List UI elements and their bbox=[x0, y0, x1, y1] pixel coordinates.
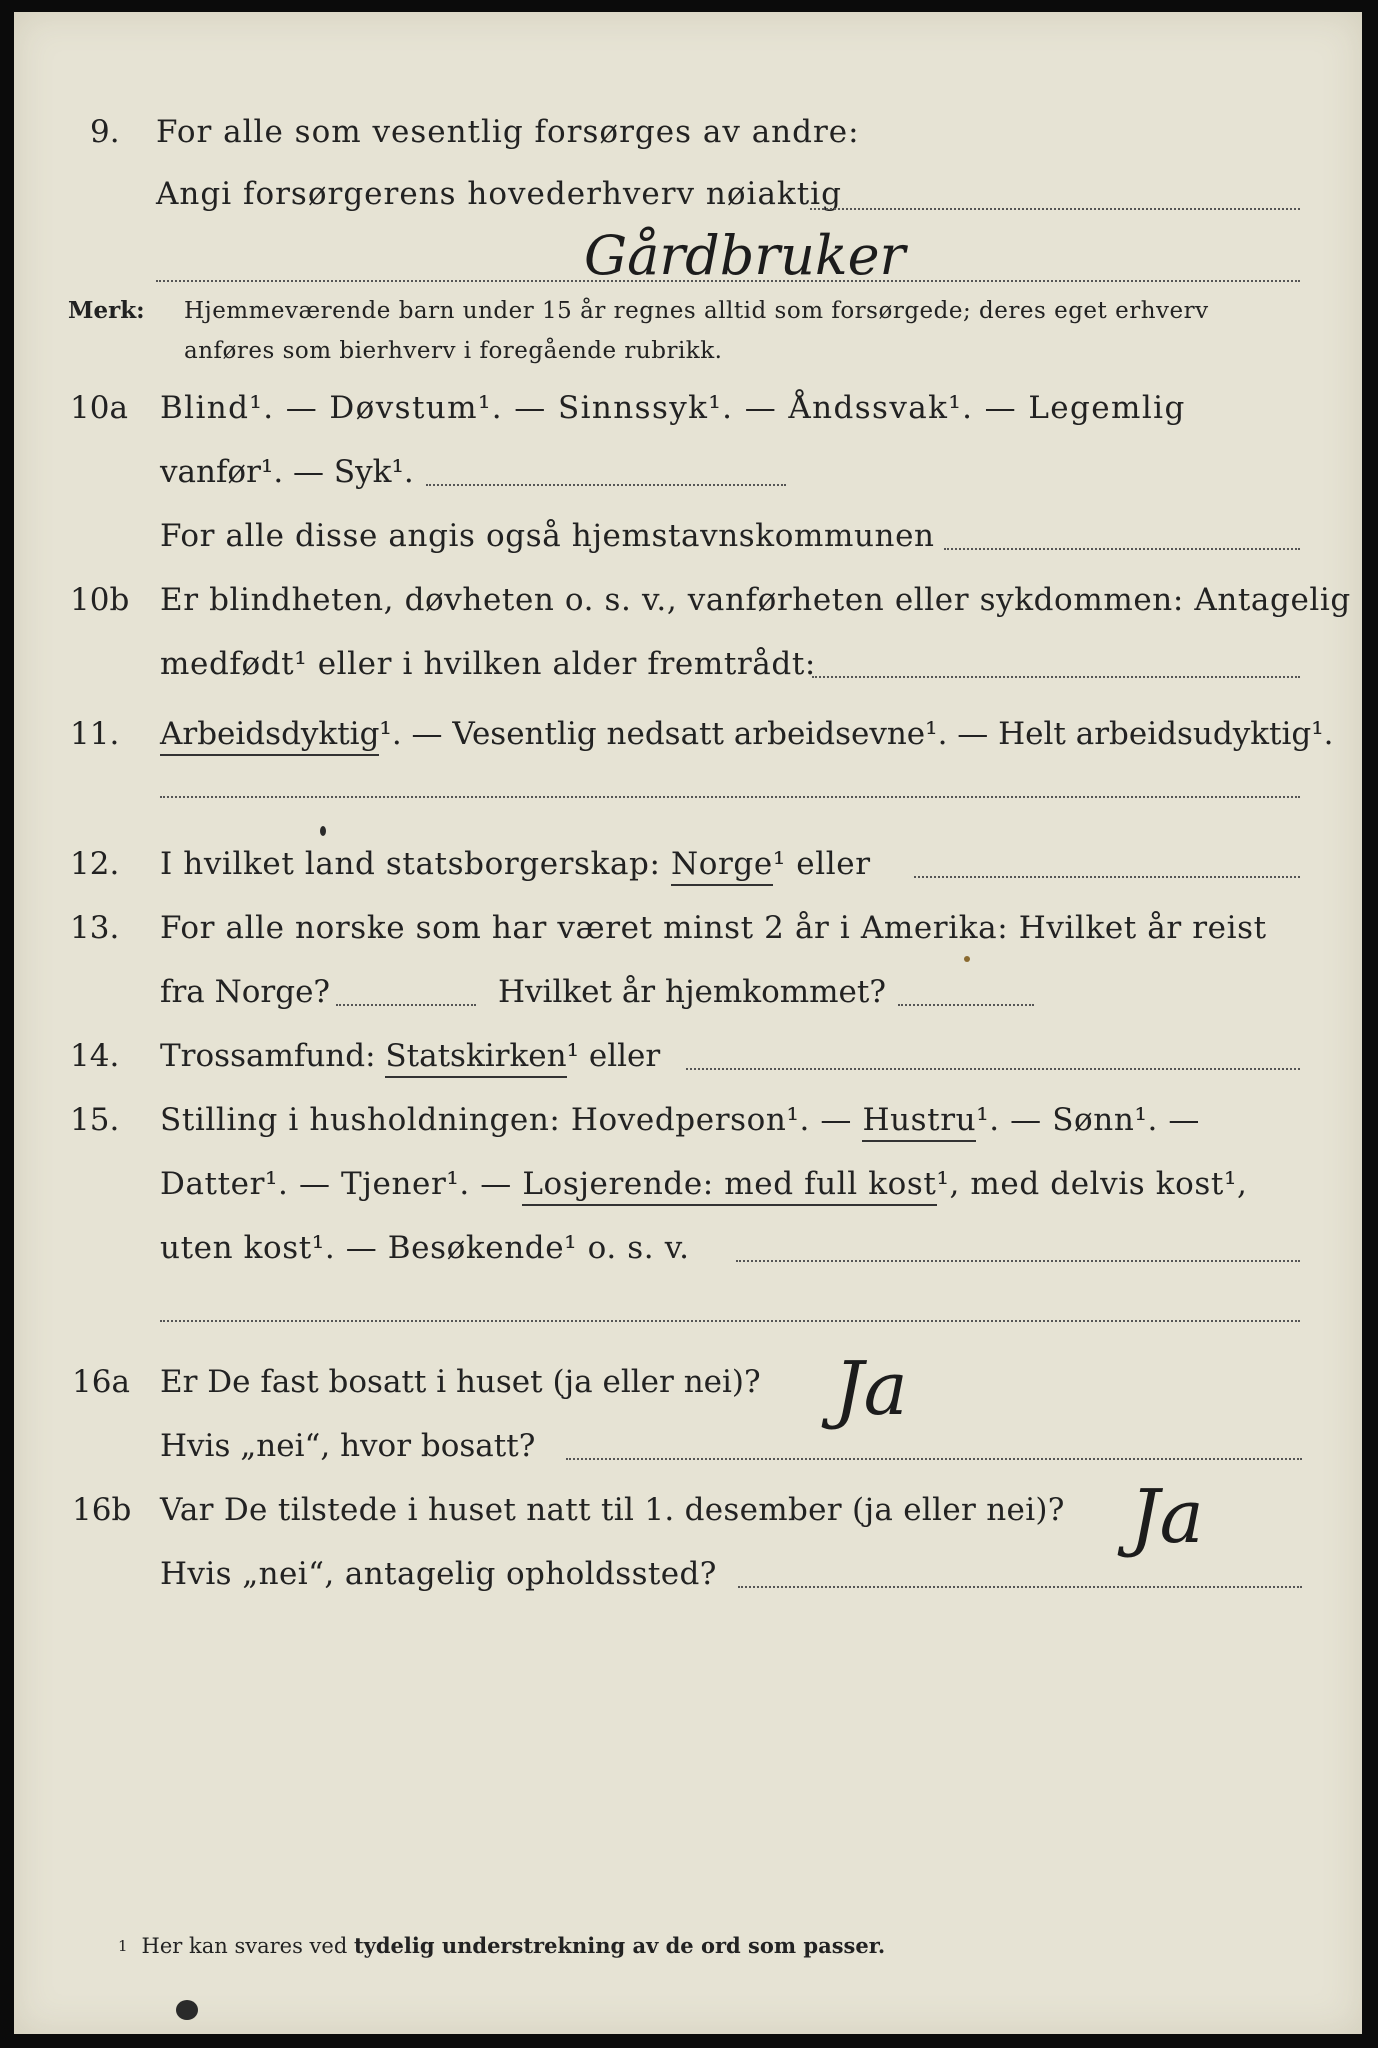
ink-blot bbox=[176, 2000, 198, 2020]
q16b-line2: Hvis „nei“, antagelig opholdssted? bbox=[160, 1556, 717, 1592]
q15-line2b: ¹, med delvis kost¹, bbox=[936, 1166, 1248, 1202]
q14-text: Trossamfund: bbox=[160, 1038, 376, 1074]
ink-mark bbox=[964, 956, 970, 962]
merk-label: Merk: bbox=[68, 297, 145, 324]
q16a-answer-line bbox=[566, 1458, 1302, 1460]
q16b-handwritten-answer: Ja bbox=[1130, 1474, 1204, 1560]
q16a-number: 16a bbox=[72, 1364, 130, 1400]
q14-selected-option: Statskirken bbox=[385, 1038, 566, 1078]
q12-number: 12. bbox=[70, 846, 120, 882]
q10b-line2: medfødt¹ eller i hvilken alder fremtrådt: bbox=[160, 646, 816, 682]
q14-answer-line bbox=[686, 1068, 1300, 1070]
q14-line bbox=[160, 1036, 660, 1076]
q9-answer-line-2 bbox=[156, 280, 1300, 282]
q10a-line2: vanfør¹. — Syk¹. bbox=[160, 454, 414, 490]
footnote bbox=[118, 1932, 885, 1960]
q11-number: 11. bbox=[70, 716, 120, 752]
census-form-page bbox=[14, 12, 1362, 2034]
q15-extra-line bbox=[160, 1320, 1300, 1322]
q16a-handwritten-answer: Ja bbox=[834, 1346, 908, 1432]
q11-extra-line bbox=[160, 796, 1300, 798]
q16b-line1: Var De tilstede i huset natt til 1. desember (ja eller nei)? bbox=[160, 1492, 1065, 1528]
q13-number: 13. bbox=[70, 910, 120, 946]
q15-line2a: Datter¹. — Tjener¹. — bbox=[160, 1166, 512, 1202]
q13-reist-line bbox=[336, 1004, 476, 1006]
q16a-line2: Hvis „nei“, hvor bosatt? bbox=[160, 1428, 536, 1464]
q11-line bbox=[160, 714, 1334, 754]
q15-number: 15. bbox=[70, 1102, 120, 1138]
q10a-line1: Blind¹. — Døvstum¹. — Sinnssyk¹. — Åndssvak¹. — Legemlig bbox=[160, 390, 1186, 426]
q9-handwritten-answer: Gårdbruker bbox=[584, 224, 906, 287]
q9-line1: For alle som vesentlig forsørges av andre: bbox=[156, 114, 860, 150]
q10a-number: 10a bbox=[70, 390, 128, 426]
q15-line3: uten kost¹. — Besøkende¹ o. s. v. bbox=[160, 1230, 690, 1266]
q9-answer-line bbox=[810, 208, 1300, 210]
q15-line1 bbox=[160, 1100, 1200, 1140]
q12-text: I hvilket land statsborgerskap: bbox=[160, 846, 661, 882]
q10b-answer-line bbox=[812, 676, 1300, 678]
merk-line1: Hjemmeværende barn under 15 år regnes alltid som forsørgede; deres eget erhverv bbox=[184, 298, 1209, 324]
q16a-line1: Er De fast bosatt i huset (ja eller nei)? bbox=[160, 1364, 761, 1400]
footnote-bold-text: tydelig understrekning av de ord som passer. bbox=[353, 1933, 886, 1958]
q16b-answer-line bbox=[738, 1586, 1302, 1588]
q12-line bbox=[160, 844, 871, 884]
q10a-line3: For alle disse angis også hjemstavnskommunen bbox=[160, 518, 935, 554]
q10b-line1: Er blindheten, døvheten o. s. v., vanførheten eller sykdommen: Antagelig bbox=[160, 582, 1351, 618]
q13-line2a: fra Norge? bbox=[160, 974, 331, 1010]
q9-line2: Angi forsørgerens hovederhverv nøiaktig bbox=[156, 176, 842, 212]
q11-rest: ¹. — Vesentlig nedsatt arbeidsevne¹. — Helt arbeidsudyktig¹. bbox=[379, 716, 1334, 752]
q10a-syk-line bbox=[426, 484, 786, 486]
q14-number: 14. bbox=[70, 1038, 120, 1074]
footnote-text: Her kan svares ved bbox=[141, 1934, 348, 1958]
q15-line2 bbox=[160, 1164, 1247, 1204]
q14-rest: ¹ eller bbox=[566, 1038, 661, 1074]
footnote-mark: 1 bbox=[118, 1937, 128, 1955]
ink-mark bbox=[320, 826, 326, 836]
q13-line1: For alle norske som har været minst 2 år i Amerika: Hvilket år reist bbox=[160, 910, 1267, 946]
q10b-number: 10b bbox=[70, 582, 130, 618]
q16b-number: 16b bbox=[72, 1492, 132, 1528]
q15-selected-hustru: Hustru bbox=[862, 1102, 976, 1142]
q9-number: 9. bbox=[90, 114, 120, 150]
q13-hjemkommet-line bbox=[898, 1004, 1034, 1006]
merk-line2: anføres som bierhverv i foregående rubrikk. bbox=[184, 338, 723, 364]
q11-selected-option: Arbeidsdyktig bbox=[160, 716, 379, 756]
q15-line1b: ¹. — Sønn¹. — bbox=[976, 1102, 1200, 1138]
q15-selected-losjerende: Losjerende: med full kost bbox=[522, 1166, 936, 1206]
q12-rest: ¹ eller bbox=[772, 846, 871, 882]
q12-answer-line bbox=[914, 876, 1300, 878]
q10a-hjemstavn-line bbox=[944, 548, 1300, 550]
q13-line2b: Hvilket år hjemkommet? bbox=[498, 974, 886, 1010]
q12-selected-option: Norge bbox=[671, 846, 773, 886]
q15-line1a: Stilling i husholdningen: Hovedperson¹. — bbox=[160, 1102, 852, 1138]
q15-answer-line bbox=[736, 1260, 1300, 1262]
